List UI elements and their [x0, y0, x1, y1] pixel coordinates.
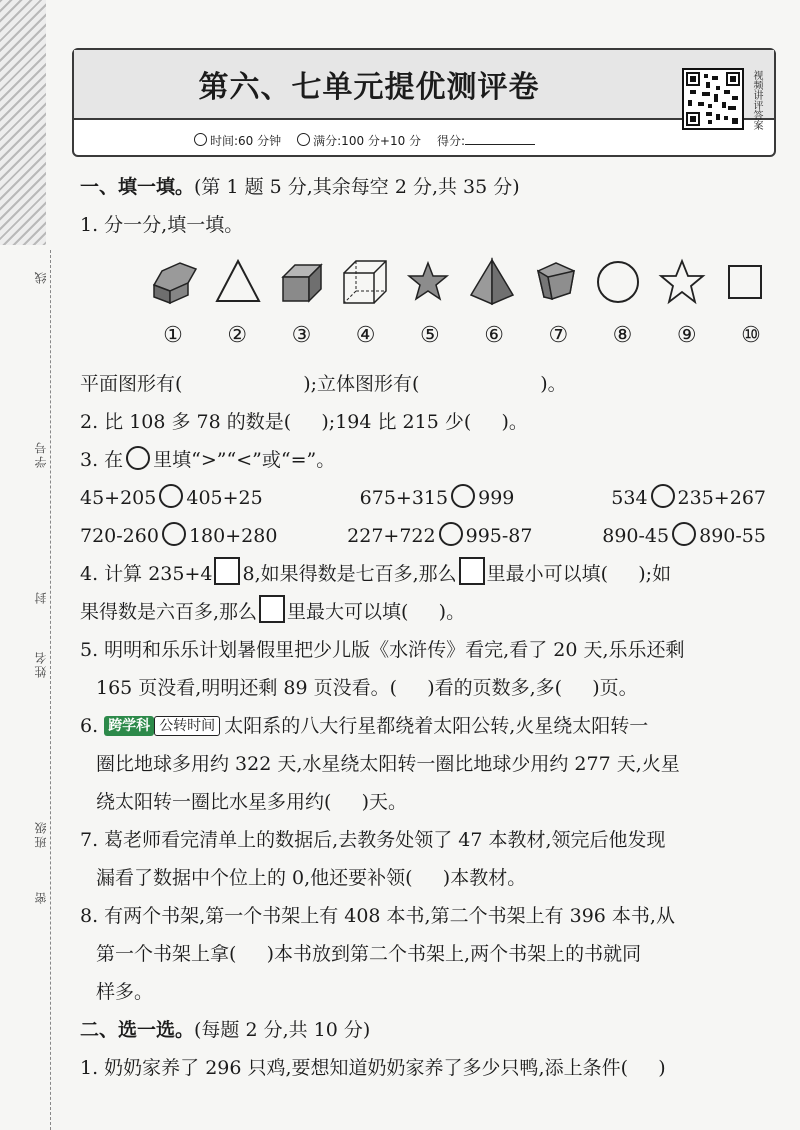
- exam-content: [80, 168, 780, 1087]
- answer-box-ref: [259, 595, 285, 623]
- q5-line-2: 165 页没看,明明还剩 89 页没看。( )看的页数多,多( )页。: [96, 677, 638, 699]
- section-two-note: (每题 2 分,共 10 分): [194, 1019, 371, 1041]
- binding-hatch: [0, 0, 46, 245]
- full-score-text: 满分:100 分+10 分: [313, 134, 422, 148]
- shape-number: ⑥: [484, 323, 504, 348]
- cross-subject-badge: 跨学科: [104, 716, 154, 736]
- shape-numbers: [148, 317, 776, 355]
- section-one-note: (第 1 题 5 分,其余每空 2 分,共 35 分): [194, 176, 520, 198]
- compare-row: [80, 517, 766, 555]
- binding-label-secret: 密: [34, 890, 48, 904]
- q6-text: 太阳系的八大行星都绕着太阳公转,火星绕太阳转一: [224, 715, 649, 737]
- compare-right: 890-55: [699, 525, 766, 547]
- q4-part: 里最小可以填( );如: [486, 563, 672, 585]
- answer-circle[interactable]: [451, 484, 475, 508]
- q1-answer-line: 平面图形有( );立体图形有( )。: [80, 373, 567, 395]
- answer-circle[interactable]: [672, 522, 696, 546]
- student-id-label: 学号: [34, 440, 48, 468]
- q3-suffix: 里填“>”“<”或“=”。: [153, 449, 336, 471]
- hexagonal-prism-icon: [150, 257, 200, 307]
- score-field[interactable]: [437, 132, 535, 149]
- check-circle-icon: [297, 133, 310, 146]
- q4-line-2: [80, 593, 780, 631]
- q6-line-1: [80, 707, 780, 745]
- q4-part: 8,如果得数是七百多,那么: [242, 563, 457, 585]
- star-solid-icon: [403, 257, 453, 307]
- compare-right: 999: [478, 487, 515, 509]
- exam-header: [72, 48, 776, 157]
- q1-text: 1. 分一分,填一填。: [80, 214, 244, 236]
- answer-circle[interactable]: [651, 484, 675, 508]
- answer-box-ref: [459, 557, 485, 585]
- compare-right: 180+280: [188, 525, 278, 547]
- q5-line-1: 5. 明明和乐乐计划暑假里把少儿版《水浒传》看完,看了 20 天,乐乐还剩: [80, 639, 685, 661]
- compare-left: 890-45: [602, 525, 670, 547]
- shapes-row: [150, 254, 770, 309]
- clock-icon: [194, 133, 207, 146]
- answer-circle[interactable]: [162, 522, 186, 546]
- triangle-icon: [213, 257, 263, 307]
- q8-line-2: 第一个书架上拿( )本书放到第二个书架上,两个书架上的书就同: [96, 943, 642, 965]
- score-info: [297, 132, 421, 149]
- compare-item: [80, 517, 277, 555]
- section-one-heading: [80, 168, 780, 206]
- qr-code-icon: [682, 68, 744, 130]
- time-info: [194, 132, 281, 149]
- compare-item: [602, 517, 766, 555]
- compare-left: 675+315: [359, 487, 449, 509]
- time-text: 时间:60 分钟: [210, 134, 282, 148]
- binding-dashed-line: [50, 250, 51, 1130]
- q6-number: 6.: [80, 715, 99, 737]
- q6-line-3: 绕太阳转一圈比水星多用约( )天。: [96, 791, 408, 813]
- score-label: 得分:: [437, 134, 466, 148]
- part2-q1-text: 1. 奶奶家养了 296 只鸡,要想知道奶奶家养了多少只鸭,添上条件( ): [80, 1057, 666, 1079]
- q4-part: 4. 计算 235+4: [80, 563, 213, 585]
- shape-number: ⑤: [420, 323, 440, 348]
- qr-caption: 视频讲评答案: [751, 70, 762, 130]
- title-band: [74, 50, 774, 120]
- shape-number: ⑩: [741, 323, 761, 348]
- shape-number: ⑦: [548, 323, 569, 348]
- compare-left: 720-260: [80, 525, 159, 547]
- page-title: 第六、七单元提优测评卷: [198, 70, 540, 105]
- shape-number: ②: [227, 323, 248, 348]
- q4-line-1: [80, 555, 780, 593]
- cuboid-icon: [277, 257, 327, 307]
- binding-label-line: 线: [34, 270, 48, 284]
- binding-label-seal: 封: [34, 590, 48, 604]
- answer-circle[interactable]: [159, 484, 183, 508]
- pentagonal-solid-icon: [530, 257, 580, 307]
- class-label: 班级: [34, 820, 48, 848]
- score-blank[interactable]: [465, 132, 535, 145]
- compare-right: 995-87: [465, 525, 533, 547]
- q4-part: 果得数是六百多,那么: [80, 601, 258, 623]
- compare-item: [80, 479, 263, 517]
- name-label: 姓名: [34, 650, 48, 678]
- shape-number: ⑨: [676, 323, 697, 348]
- section-two-title: 二、选一选。: [80, 1019, 195, 1041]
- q4-part: 里最大可以填( )。: [287, 601, 466, 623]
- square-icon: [720, 257, 770, 307]
- q3-text: [80, 441, 780, 479]
- cube-icon: [340, 257, 390, 307]
- shape-number: ⑧: [612, 323, 633, 348]
- compare-item: [347, 517, 532, 555]
- exam-meta: [194, 132, 535, 149]
- q8-line-1: 8. 有两个书架,第一个书架上有 408 本书,第二个书架上有 396 本书,从: [80, 905, 675, 927]
- compare-row: [80, 479, 766, 517]
- compare-item: [360, 479, 515, 517]
- q6-line-2: 圈比地球多用约 322 天,水星绕太阳转一圈比地球少用约 277 天,火星: [96, 753, 680, 775]
- compare-right: 235+267: [677, 487, 766, 509]
- pyramid-icon: [467, 257, 517, 307]
- shape-number: ③: [291, 323, 312, 348]
- circle-icon: [593, 257, 643, 307]
- section-one-title: 一、填一填。: [80, 176, 195, 198]
- answer-circle[interactable]: [439, 522, 463, 546]
- compare-left: 227+722: [347, 525, 436, 547]
- q8-line-3: 样多。: [96, 981, 154, 1003]
- star-outline-icon: [657, 257, 707, 307]
- shape-number: ④: [355, 323, 376, 348]
- q7-line-2: 漏看了数据中个位上的 0,他还要补领( )本教材。: [96, 867, 527, 889]
- compare-left: 534: [611, 487, 648, 509]
- q3-prefix: 3. 在: [80, 449, 124, 471]
- topic-badge: 公转时间: [154, 716, 220, 736]
- compare-item: [611, 479, 766, 517]
- section-two-heading: [80, 1011, 780, 1049]
- compare-circle-icon: [126, 446, 150, 470]
- compare-left: 45+205: [80, 487, 157, 509]
- q2-text: 2. 比 108 多 78 的数是( );194 比 215 少( )。: [80, 411, 528, 433]
- compare-right: 405+25: [186, 487, 263, 509]
- shape-number: ①: [163, 323, 183, 348]
- answer-box[interactable]: [214, 557, 240, 585]
- q7-line-1: 7. 葛老师看完清单上的数据后,去教务处领了 47 本教材,领完后他发现: [80, 829, 666, 851]
